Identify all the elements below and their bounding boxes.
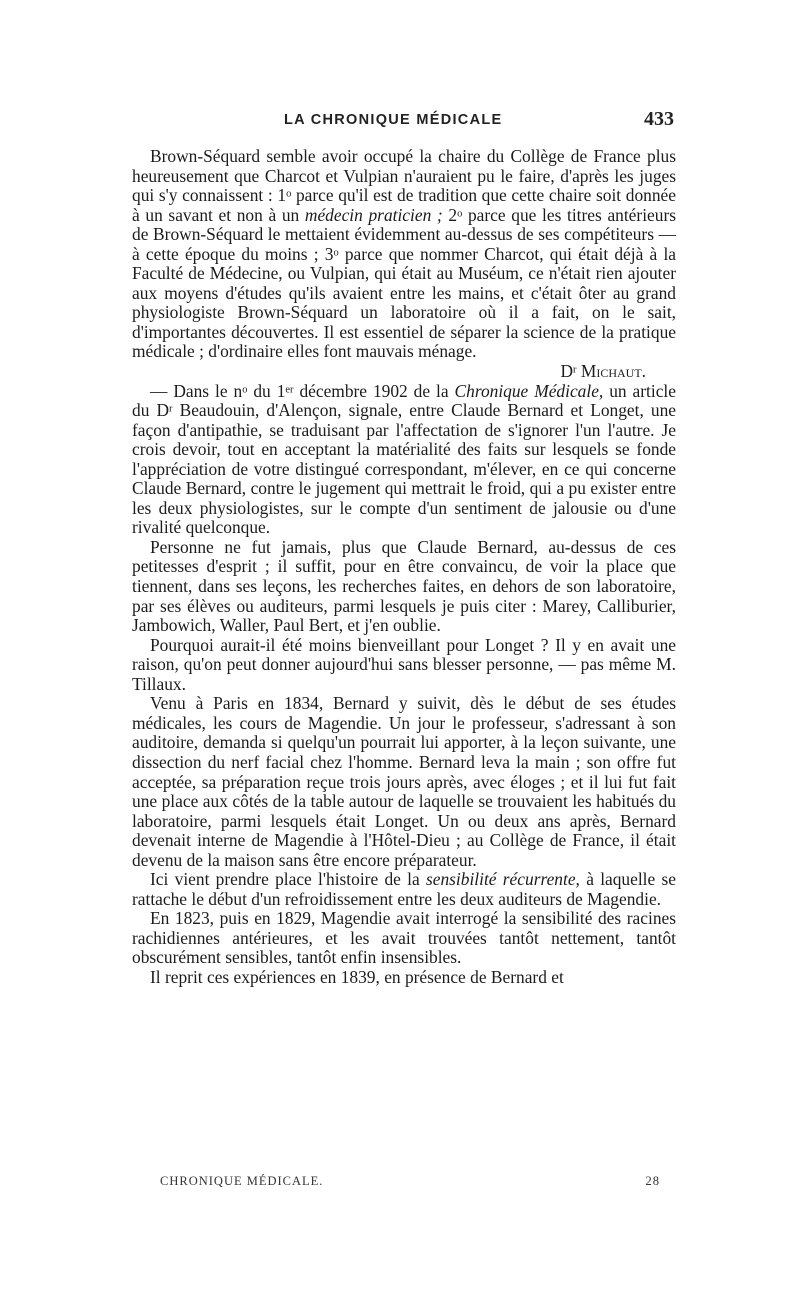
paragraph-5: Venu à Paris en 1834, Bernard y suivit, dès le début de ses études médicales, les cours de Magendie. Un jour le professeur, s'adressant à son auditoire, demanda si quelqu'un pourrait lui apporter, à la leçon suivante, une dissection du nerf facial chez l'homme. Bernard leva la main ; son offre fut acceptée, sa préparation reçue trois jours après, avec éloges ; et il lui fut fait une place aux côtés de la table autour de laquelle se trouvaient les habitués du laboratoire, parmi lesquels était Longet. Un ou deux ans après, Bernard devenait interne de Magendie à l'Hôtel-Dieu ; au Collège de France, il était devenu de la maison sans être encore préparateur. (132, 693, 676, 870)
paragraph-1 (132, 147, 676, 362)
ordinal-1: o (286, 188, 292, 200)
paragraph-2 (132, 382, 676, 538)
p1-text-d: parce que les titres antérieurs de Brown-Séquard le mettaient évidemment au-dessus de ses compétiteurs — à cette époque du moins ; 3 (132, 204, 677, 264)
ordinal-3: o (333, 247, 339, 259)
p2-text-e: Beaudouin, d'Alençon, signale, entre Claude Bernard et Longet, une façon d'antipathie, se traduisant par l'affectation de s'ignorer l'un l'autre. Je crois devoir, tout en acceptant la matérialité des faits sur lesquels se fonde l'appréciation de votre distingué correspondant, m'élever, en ce qui concerne Claude Bernard, contre le jugement qui mettrait le froid, qui a pu exister entre les deux physiologistes, sur le compte d'un sentiment de jalousie ou d'une rivalité quelconque. (132, 400, 676, 538)
p6-text-a: Ici vient prendre place l'histoire de la (150, 869, 426, 890)
p6-italic: sensibilité récurrente, (425, 869, 580, 890)
p1-italic: médecin praticien ; (304, 204, 443, 225)
signature-name: Michaut. (580, 361, 646, 382)
signature-dr: D (560, 361, 574, 382)
p1-text-a: Brown-Séquard semble avoir occupé la chaire du Collège de France plus heureusement que Charcot et Vulpian n'auraient pu le faire, d'après les juges qui s'y connaissent : 1 (132, 146, 676, 206)
signature (132, 362, 676, 382)
p2-no-sup: o (242, 383, 248, 395)
p1-text-b: parce qu'il est de tradition que cette chaire soit donnée à un savant et non à un (132, 185, 676, 225)
paragraph-8: Il reprit ces expériences en 1839, en présence de Bernard et (150, 966, 564, 987)
running-title: LA CHRONIQUE MÉDICALE (284, 112, 503, 128)
p2-text-b: du 1 (247, 380, 286, 401)
page-number: 433 (644, 108, 674, 130)
article-body (132, 147, 676, 988)
p2-er-sup: er (285, 383, 294, 395)
p1-text-e: parce que nommer Charcot, qui était déjà à la Faculté de Médecine, ou Vulpian, qui était au Muséum, ce n'était rien ajouter aux moyens d'études qu'ils avaient entre les mains, et c'était ôter au grand physiologiste Brown-Séquard un laboratoire où il a fait, on le sait, d'importantes découvertes. Il est essentiel de séparer la science de la pratique médicale ; d'ordinaire elles font mauvais ménage. (132, 243, 677, 362)
p1-text-c: 2 (442, 204, 458, 225)
p2-italic: Chronique Médicale, (454, 380, 604, 401)
paragraph-3: Personne ne fut jamais, plus que Claude Bernard, au-dessus de ces petitesses d'esprit ; il suffit, pour en être convaincu, de voir la place que tiennent, dans ses leçons, les recherches faites, en dehors de son laboratoire, par ses élèves ou auditeurs, parmi lesquels je puis citer : Marey, Calliburier, Jambowich, Waller, Paul Bert, et j'en oublie. (132, 536, 676, 636)
footer-sheet-number: 28 (645, 1174, 660, 1188)
page-footer (160, 1174, 660, 1194)
p6-text-b: à laquelle se rattache le début d'un refroidissement entre les deux auditeurs de Magendie. (132, 869, 677, 909)
signature-dr-sup: r (573, 364, 577, 376)
p2-text-d: un article du D (132, 380, 676, 421)
p2-text-c: décembre 1902 de la (293, 380, 455, 401)
paragraph-4: Pourquoi aurait-il été moins bienveillant pour Longet ? Il y en avait une raison, qu'on peut donner aujourd'hui sans blesser personne, — pas même M. Tillaux. (132, 634, 676, 694)
paragraph-6 (132, 870, 676, 909)
p2-text-a: — Dans le n (150, 380, 243, 401)
footer-signature: CHRONIQUE MÉDICALE. (160, 1174, 324, 1188)
ordinal-2: o (457, 207, 463, 219)
p2-dr-sup: r (169, 403, 173, 415)
paragraph-7: En 1823, puis en 1829, Magendie avait interrogé la sensibilité des racines rachidiennes antérieures, et les avait trouvées tantôt nettement, tantôt obscurément sensibles, tantôt enfin insensibles. (132, 908, 676, 968)
page-header (132, 108, 676, 138)
